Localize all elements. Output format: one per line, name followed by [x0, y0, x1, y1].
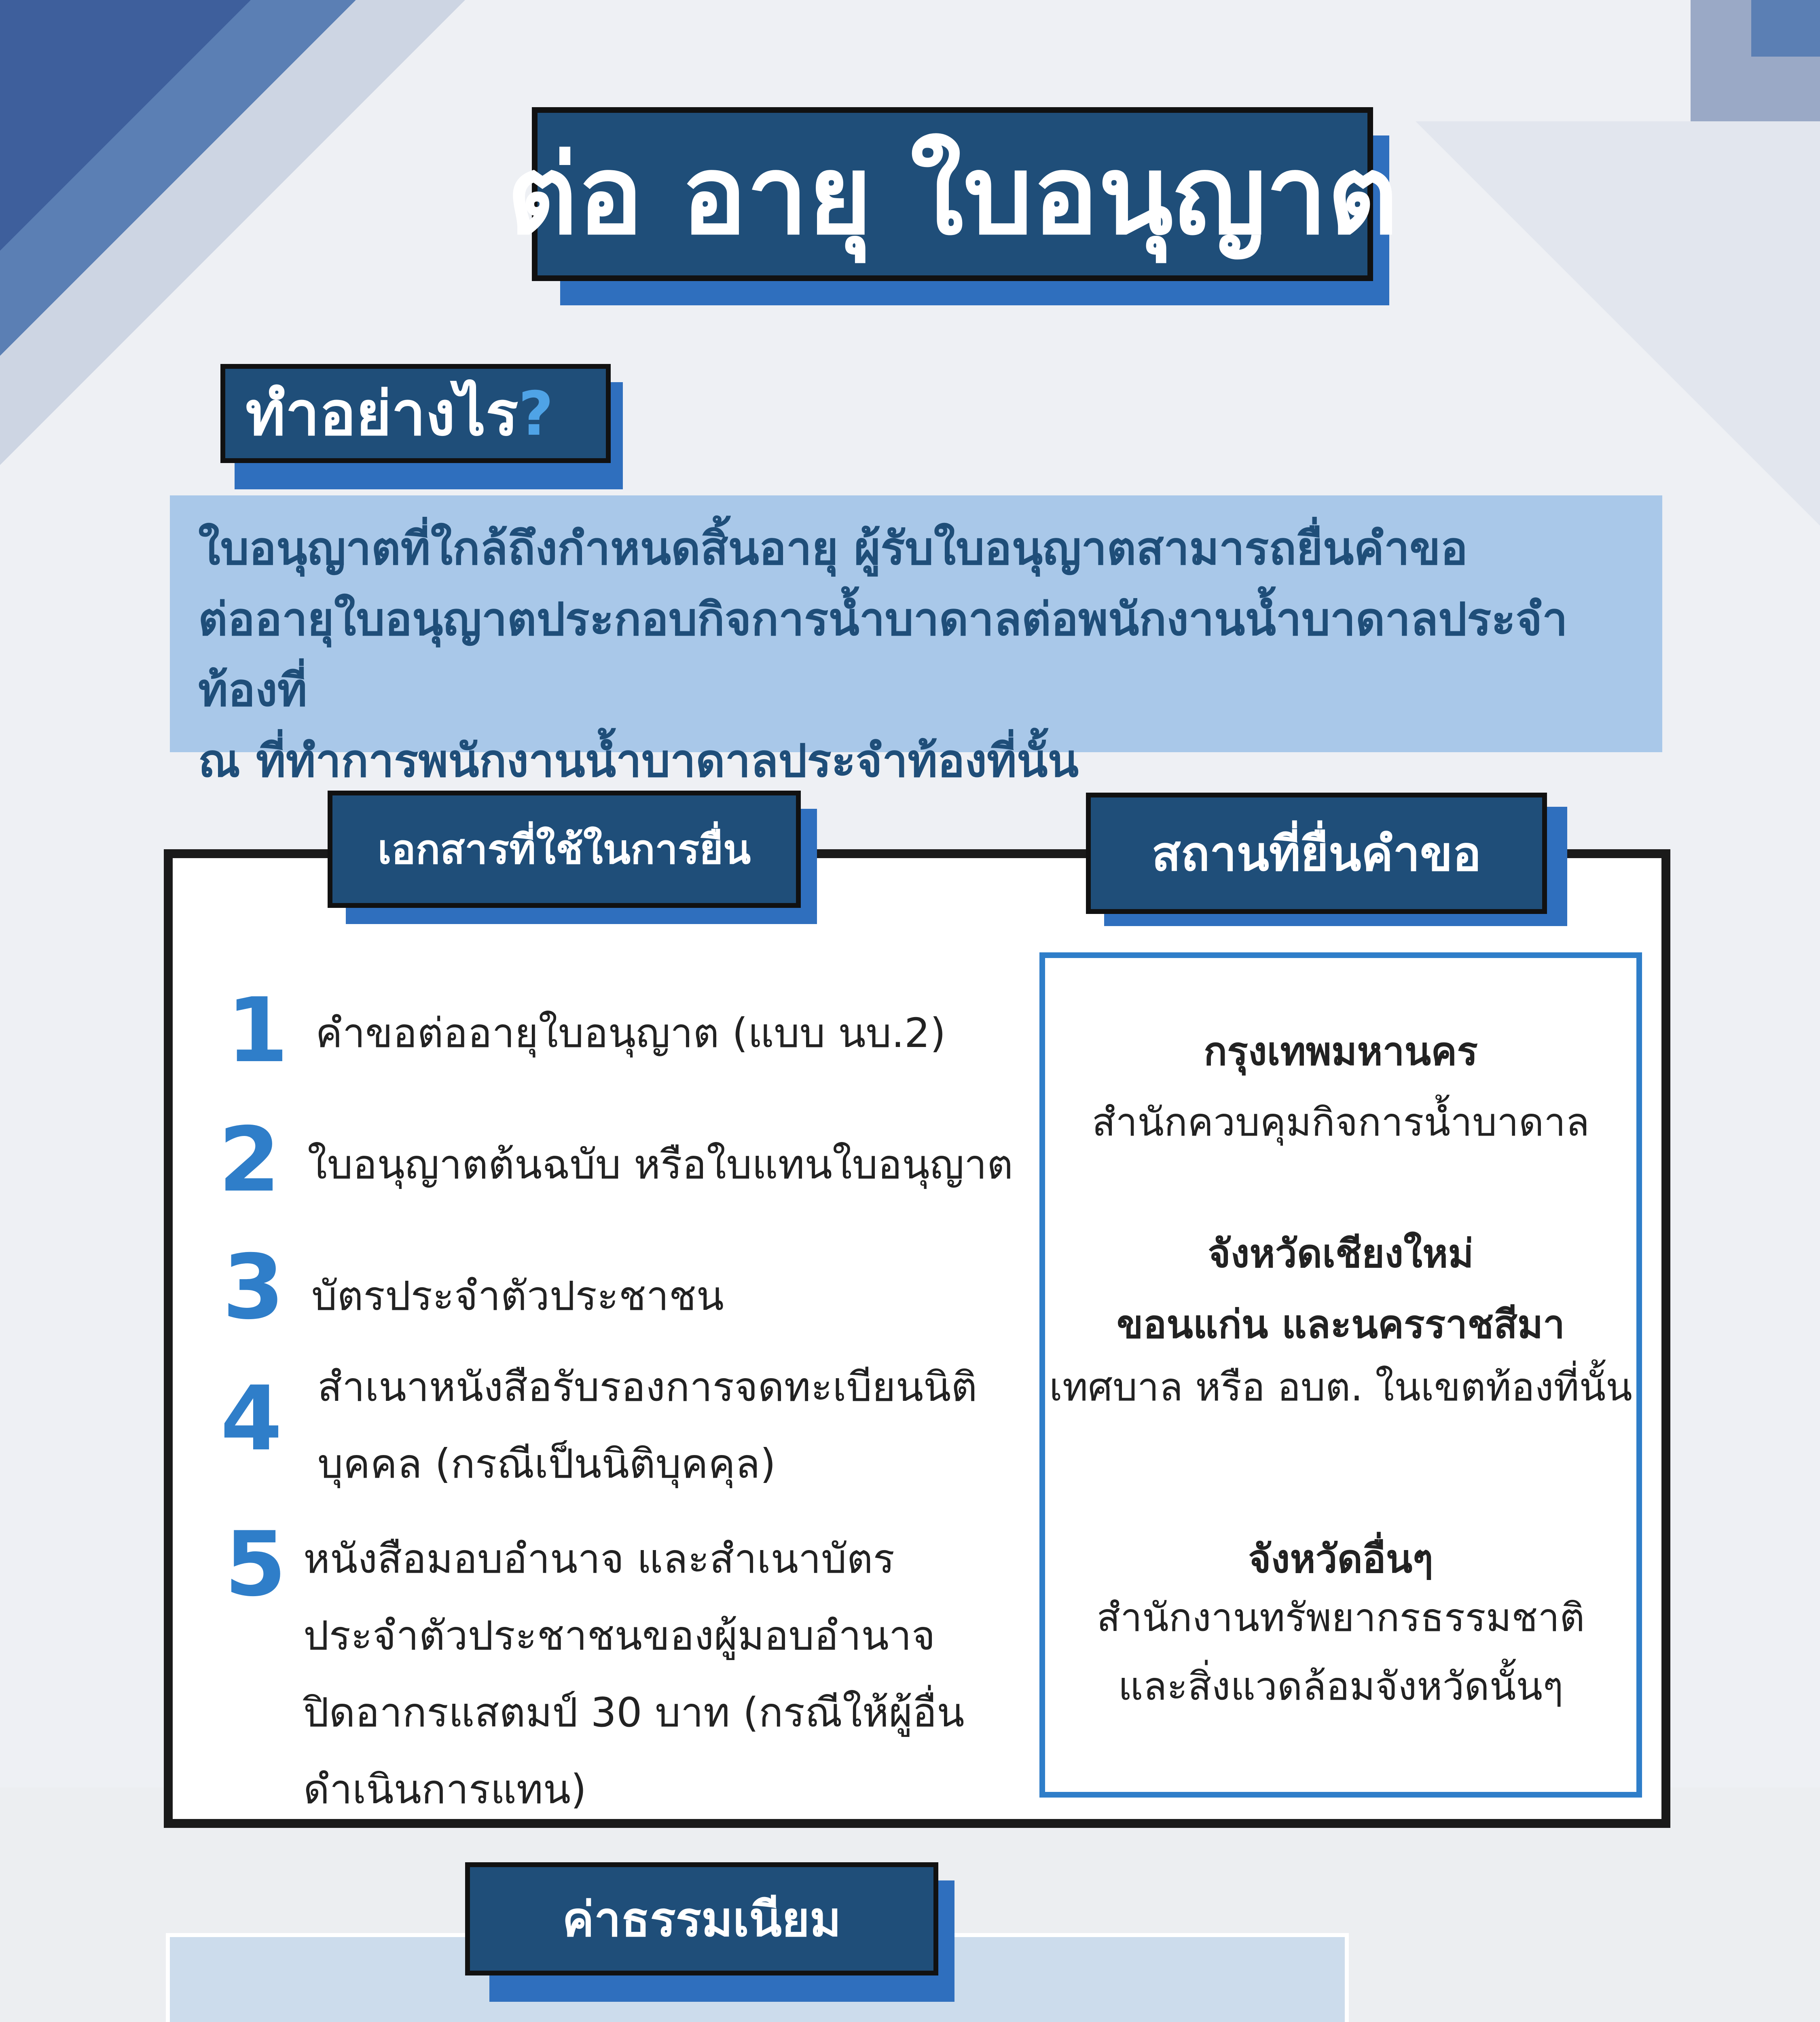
how-heading: [245, 366, 554, 462]
places-header-text: สถานที่ยื่นคำขอ: [1151, 826, 1481, 882]
fees-header-text: ค่าธรรมเนียม: [562, 1891, 841, 1947]
document-text: ประจำตัวประชาชนของผู้มอบอำนาจ: [303, 1612, 935, 1659]
document-text: หนังสือมอบอำนาจ และสำเนาบัตร: [303, 1535, 895, 1582]
question-mark: ?: [518, 379, 554, 449]
documents-header: [328, 791, 801, 908]
title-banner: [506, 107, 1399, 281]
document-text: บัตรประจำตัวประชาชน: [311, 1272, 724, 1320]
document-text: ปิดอากรแสตมป์ 30 บาท (กรณีให้ผู้อื่น: [303, 1689, 965, 1736]
page-title: ต่อ อายุ ใบอนุญาต: [506, 131, 1399, 259]
documents-header-text: เอกสารที่ใช้ในการยื่น: [377, 825, 751, 873]
document-number: 3: [222, 1235, 285, 1339]
document-text: บุคคล (กรณีเป็นนิติบุคคุล): [317, 1440, 776, 1487]
place-office: สำนักงานทรัพยากรธรรมชาติ: [1096, 1595, 1585, 1640]
document-text: ใบอนุญาตต้นฉบับ หรือใบแทนใบอนุญาต: [307, 1141, 1013, 1188]
document-text: คำขอต่ออายุใบอนุญาต (แบบ นบ.2): [315, 1009, 946, 1057]
intro-line-3: ณ ที่ทำการพนักงานน้ำบาดาลประจำท้องที่นั้น: [198, 735, 1079, 787]
place-office: เทศบาล หรือ อบต. ในเขตท้องที่นั้น: [1049, 1364, 1632, 1410]
intro-line-1: ใบอนุญาตที่ใกล้ถึงกำหนดสิ้นอายุ ผู้รับใบอนุญาตสามารถยื่นคำขอ: [198, 522, 1468, 575]
place-region: ขอนแก่น และนครราชสีมา: [1116, 1302, 1565, 1347]
places-list: [1039, 952, 1642, 1798]
place-office: และสิ่งแวดล้อมจังหวัดนั้นๆ: [1118, 1664, 1564, 1709]
places-header: [1086, 793, 1547, 914]
document-number: 1: [226, 979, 289, 1082]
place-region: จังหวัดอื่นๆ: [1248, 1536, 1433, 1582]
document-number: 4: [220, 1367, 283, 1470]
document-text: สำเนาหนังสือรับรองการจดทะเบียนนิติ: [317, 1363, 978, 1411]
document-number: 2: [218, 1108, 281, 1212]
document-number: 5: [224, 1512, 287, 1616]
place-region: กรุงเทพมหานคร: [1204, 1029, 1478, 1074]
fee-request: [271, 2018, 509, 2022]
how-label: ทำอย่างไร: [245, 379, 518, 449]
place-office: สำนักควบคุมกิจการน้ำบาดาล: [1092, 1100, 1590, 1145]
intro-line-2: ต่ออายุใบอนุญาตประกอบกิจการน้ำบาดาลต่อพนักงานน้ำบาดาลประจำท้องที่: [198, 593, 1568, 717]
intro-panel: [170, 495, 1662, 787]
document-text: ดำเนินการแทน): [303, 1766, 587, 1813]
place-region: จังหวัดเชียงใหม่: [1208, 1231, 1474, 1276]
how-banner: [220, 364, 611, 463]
fees-header: [465, 1862, 938, 1975]
